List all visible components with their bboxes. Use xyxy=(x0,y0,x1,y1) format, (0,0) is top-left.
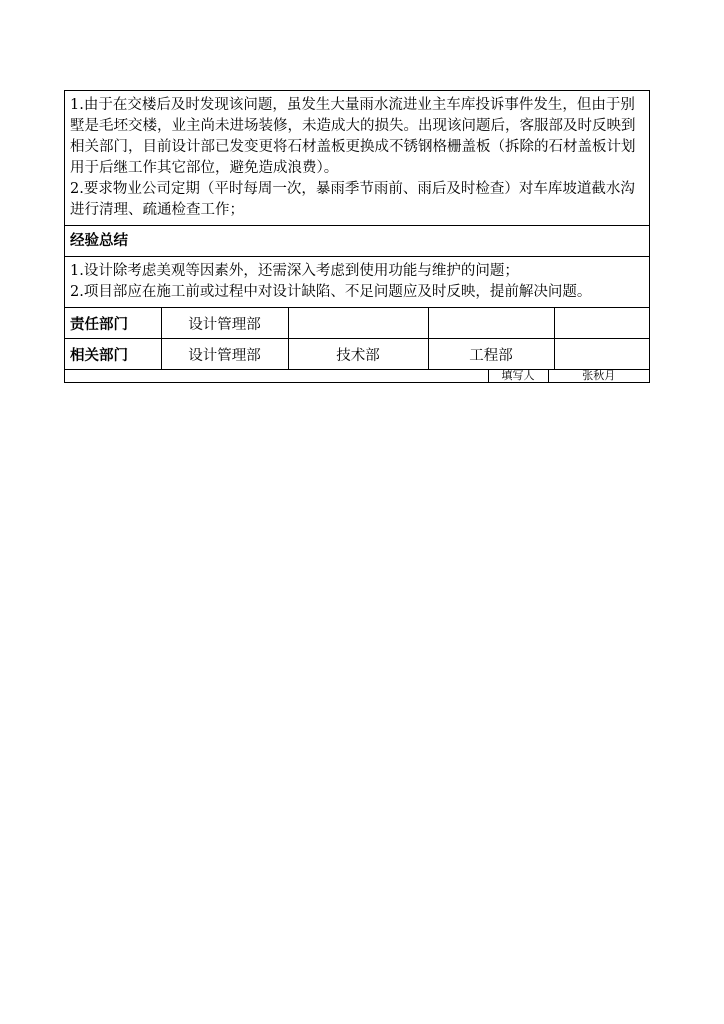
related-department-cell: 工程部 xyxy=(428,339,554,370)
responsible-department-cell xyxy=(288,308,428,339)
footer-blank xyxy=(65,370,488,382)
responsible-department-label: 责任部门 xyxy=(65,308,161,339)
responsible-department-cell xyxy=(554,308,649,339)
related-department-cell: 设计管理部 xyxy=(161,339,288,370)
related-department-cell xyxy=(554,339,649,370)
case-report-table xyxy=(64,90,650,383)
related-department-label: 相关部门 xyxy=(65,339,161,370)
footer-row xyxy=(65,370,649,382)
related-department-row xyxy=(65,339,649,370)
responsible-department-cell: 设计管理部 xyxy=(161,308,288,339)
department-table xyxy=(65,308,649,370)
problem-handling-section xyxy=(65,91,649,226)
responsible-department-row xyxy=(65,308,649,339)
filler-label: 填写人 xyxy=(488,370,548,382)
experience-heading: 经验总结 xyxy=(65,226,649,257)
handling-item-1: 1.由于在交楼后及时发现该问题，虽发生大量雨水流进业主车库投诉事件发生，但由于别墅是毛坯交楼，业主尚未进场装修，未造成大的损失。出现该问题后，客服部及时反映到相关部门，目前设计部已发变更将石材盖板更换成不锈钢格栅盖板（拆除的石材盖板计划用于后继工作其它部位，避免造成浪费）。 xyxy=(70,97,636,176)
filler-name: 张秋月 xyxy=(548,370,649,382)
experience-section xyxy=(65,257,649,308)
experience-item-2: 2.项目部应在施工前或过程中对设计缺陷、不足问题应及时反映，提前解决问题。 xyxy=(70,284,592,300)
experience-item-1: 1.设计除考虑美观等因素外，还需深入考虑到使用功能与维护的问题； xyxy=(70,263,519,279)
related-department-cell: 技术部 xyxy=(288,339,428,370)
handling-item-2: 2.要求物业公司定期（平时每周一次，暴雨季节雨前、雨后及时检查）对车库坡道截水沟进行清理、疏通检查工作； xyxy=(70,181,635,218)
responsible-department-cell xyxy=(428,308,554,339)
